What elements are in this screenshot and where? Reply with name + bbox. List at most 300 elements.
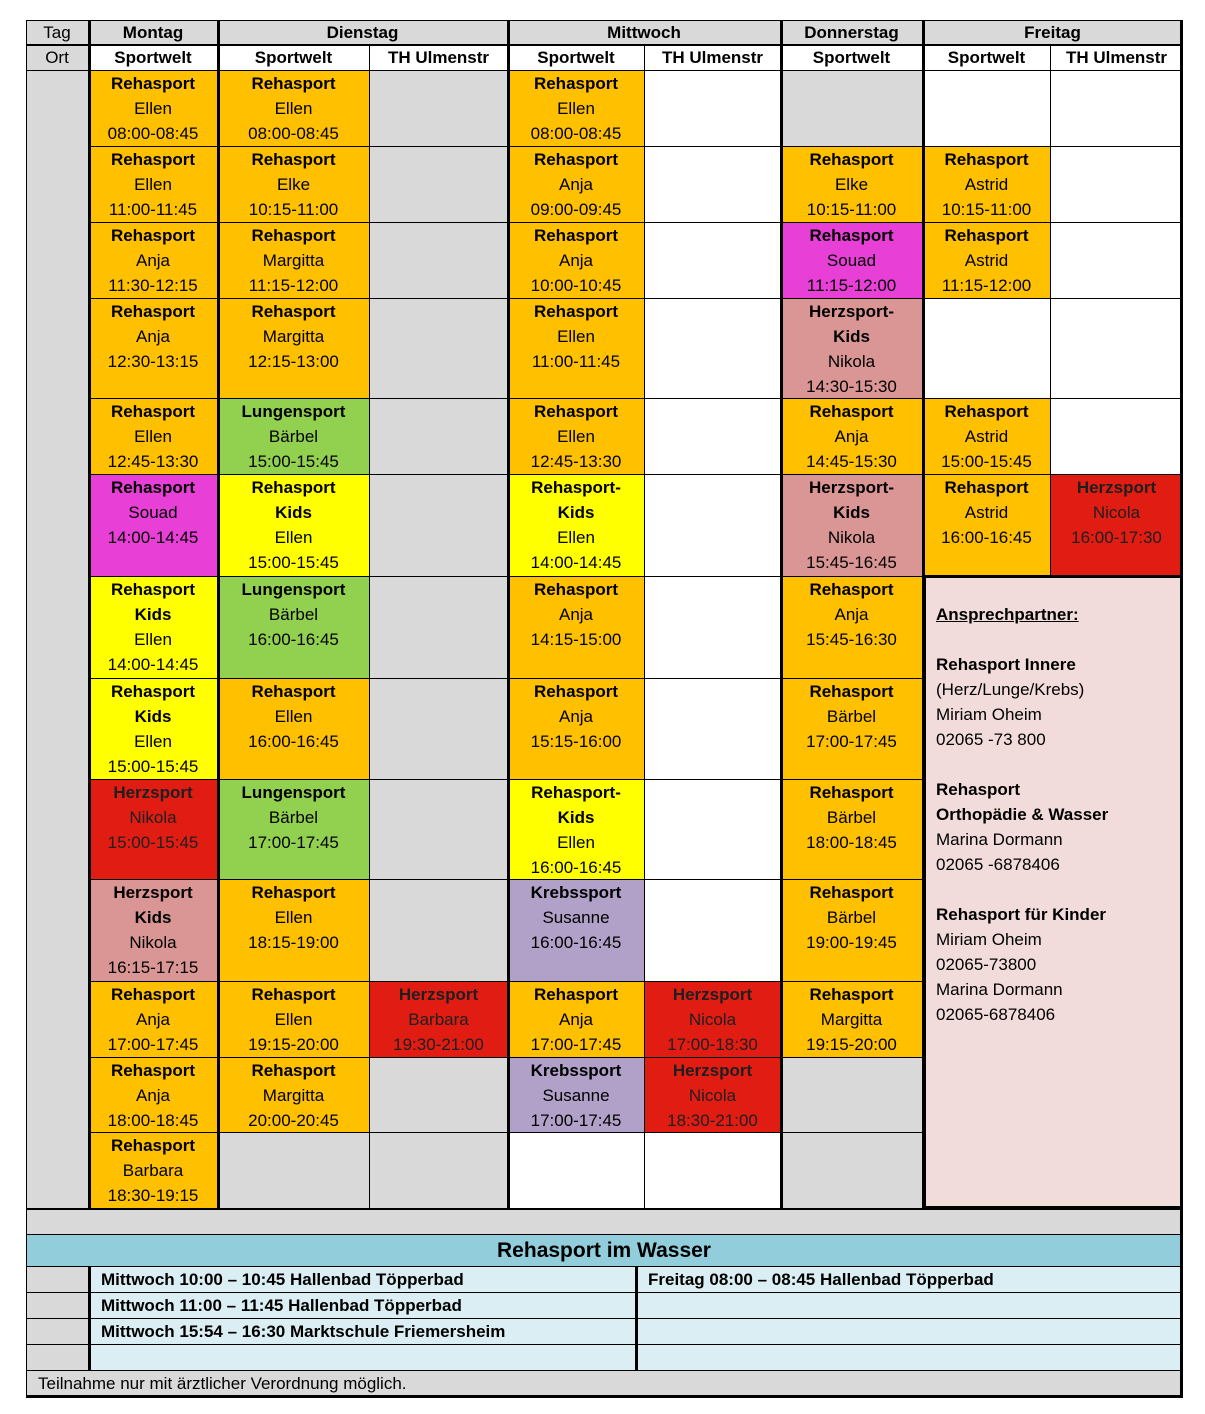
trainer-name: Ellen <box>557 327 595 346</box>
course-cell <box>218 982 370 1058</box>
water-session-left: Mittwoch 11:00 – 11:45 Hallenbad Töpperbad <box>89 1293 636 1319</box>
course-time: 14:00-14:45 <box>107 655 199 674</box>
divider <box>88 1267 91 1371</box>
course-title: Rehasport <box>944 226 1029 245</box>
course-time: 15:00-15:45 <box>248 452 339 471</box>
course-cell <box>781 299 923 399</box>
course-title: Rehasport <box>110 1136 196 1155</box>
course-title: Rehasport <box>110 682 196 701</box>
course-time: 08:00-08:45 <box>107 124 199 143</box>
course-title: Herzsport- <box>808 478 894 497</box>
course-time: 12:45-13:30 <box>530 452 622 471</box>
course-time: 16:15-17:15 <box>107 958 199 977</box>
course-title: Rehasport <box>251 74 336 93</box>
divider <box>26 1208 1183 1210</box>
course-time: 19:15-20:00 <box>248 1035 339 1054</box>
trainer-name: Margitta <box>262 251 325 270</box>
contact-box <box>923 575 1183 1209</box>
empty-cell <box>218 1133 370 1209</box>
course-time: 15:00-15:45 <box>941 452 1032 471</box>
course-title: Rehasport <box>251 150 336 169</box>
empty-cell <box>370 399 508 475</box>
water-session-left: Mittwoch 10:00 – 10:45 Hallenbad Töpperbad <box>89 1267 636 1293</box>
contact-spacer <box>936 877 1170 902</box>
course-cell <box>508 71 645 147</box>
course-cell <box>89 982 218 1058</box>
empty-cell <box>370 147 508 223</box>
course-time: 11:15-12:00 <box>941 276 1032 295</box>
course-cell <box>370 982 508 1058</box>
trainer-name: Elke <box>834 175 869 194</box>
location-header: TH Ulmenstr <box>645 45 781 71</box>
course-title: Kids <box>134 908 172 927</box>
course-title: Rehasport <box>533 580 619 599</box>
course-time: 17:00-17:45 <box>248 833 339 852</box>
course-cell <box>218 880 370 982</box>
course-title: Rehasport <box>533 302 619 321</box>
course-time: 11:00-11:45 <box>108 200 198 219</box>
course-title: Lungensport <box>241 580 346 599</box>
course-cell <box>218 299 370 399</box>
course-time: 15:15-16:00 <box>530 732 622 751</box>
trainer-name: Elke <box>276 175 311 194</box>
course-title: Rehasport <box>251 985 336 1004</box>
water-session-right <box>636 1319 1183 1345</box>
empty-cell <box>370 1133 508 1209</box>
water-section-title: Rehasport im Wasser <box>26 1235 1183 1267</box>
empty-cell <box>645 399 781 475</box>
course-title: Rehasport <box>533 150 619 169</box>
course-title: Rehasport <box>809 402 894 421</box>
trainer-name: Anja <box>558 707 594 726</box>
empty-cell <box>645 1133 781 1209</box>
course-title: Kids <box>134 605 172 624</box>
course-cell <box>508 223 645 299</box>
trainer-name: Barbara <box>408 1010 469 1029</box>
empty-cell <box>645 147 781 223</box>
course-cell <box>89 475 218 577</box>
divider <box>922 20 925 1209</box>
course-title: Rehasport <box>533 402 619 421</box>
course-title: Lungensport <box>241 402 346 421</box>
course-cell <box>508 780 645 880</box>
empty-cell <box>370 1058 508 1133</box>
course-cell <box>218 780 370 880</box>
course-title: Herzsport <box>398 985 479 1004</box>
course-title: Rehasport <box>944 478 1029 497</box>
location-header: Sportwelt <box>218 45 370 71</box>
empty-cell <box>370 299 508 399</box>
trainer-name: Margitta <box>262 327 325 346</box>
empty-cell <box>1051 399 1183 475</box>
trainer-name: Margitta <box>820 1010 883 1029</box>
course-cell <box>218 679 370 780</box>
course-cell <box>781 475 923 577</box>
course-cell <box>508 147 645 223</box>
course-time: 14:45-15:30 <box>806 452 897 471</box>
course-title: Kids <box>833 327 870 346</box>
course-title: Herzsport <box>672 985 753 1004</box>
course-cell <box>89 399 218 475</box>
contact-line: Rehasport Innere <box>936 655 1076 674</box>
empty-cell <box>370 577 508 679</box>
water-row-label <box>26 1319 89 1345</box>
trainer-name: Astrid <box>964 251 1009 270</box>
empty-cell <box>1051 147 1183 223</box>
course-cell <box>923 223 1051 299</box>
course-cell <box>781 880 923 982</box>
trainer-name: Nicola <box>688 1086 737 1105</box>
course-time: 14:30-15:30 <box>806 377 897 396</box>
contact-line: Marina Dormann <box>936 830 1063 849</box>
course-time: 12:15-13:00 <box>248 352 339 371</box>
trainer-name: Anja <box>558 251 594 270</box>
course-time: 16:00-16:45 <box>530 858 622 877</box>
empty-cell <box>1051 299 1183 399</box>
course-time: 17:00-17:45 <box>107 1035 199 1054</box>
trainer-name: Bärbel <box>268 808 319 827</box>
trainer-name: Ellen <box>274 707 313 726</box>
trainer-name: Bärbel <box>268 605 319 624</box>
course-cell <box>218 223 370 299</box>
divider <box>217 20 220 1209</box>
course-title: Rehasport <box>809 883 894 902</box>
course-time: 15:45-16:30 <box>806 630 897 649</box>
course-time: 18:00-18:45 <box>107 1111 199 1130</box>
trainer-name: Nikola <box>827 528 876 547</box>
course-cell <box>218 147 370 223</box>
trainer-name: Ellen <box>557 427 595 446</box>
course-title: Rehasport <box>533 682 619 701</box>
water-session-right <box>636 1293 1183 1319</box>
trainer-name: Ellen <box>134 630 172 649</box>
trainer-name: Ellen <box>557 833 595 852</box>
empty-cell <box>370 475 508 577</box>
contact-line: 02065-6878406 <box>936 1005 1056 1024</box>
course-time: 18:15-19:00 <box>248 933 339 952</box>
contact-line: 02065-73800 <box>936 955 1037 974</box>
course-time: 10:00-10:45 <box>530 276 622 295</box>
course-title: Rehasport <box>809 150 894 169</box>
location-header: Sportwelt <box>508 45 645 71</box>
location-header: Sportwelt <box>923 45 1051 71</box>
day-friday-header: Freitag <box>923 20 1183 45</box>
spacer-row <box>26 1209 1183 1235</box>
trainer-name: Ellen <box>134 175 172 194</box>
course-time: 11:00-11:45 <box>531 352 621 371</box>
course-cell <box>781 982 923 1058</box>
course-title: Rehasport <box>110 985 196 1004</box>
course-time: 08:00-08:45 <box>530 124 622 143</box>
empty-cell <box>1051 223 1183 299</box>
divider <box>635 1267 638 1371</box>
location-header: TH Ulmenstr <box>1051 45 1183 71</box>
course-cell <box>508 299 645 399</box>
trainer-name: Souad <box>826 251 877 270</box>
course-title: Rehasport <box>110 226 196 245</box>
course-title: Rehasport- <box>531 478 621 497</box>
course-cell <box>89 679 218 780</box>
course-title: Kids <box>833 503 870 522</box>
contact-spacer <box>936 752 1170 777</box>
water-row-label <box>26 1345 89 1371</box>
course-cell <box>89 71 218 147</box>
course-time: 18:30-21:00 <box>667 1111 758 1130</box>
water-row-label <box>26 1293 89 1319</box>
contact-line: Miriam Oheim <box>936 930 1042 949</box>
empty-cell <box>370 780 508 880</box>
course-cell <box>89 577 218 679</box>
course-cell <box>218 577 370 679</box>
empty-cell <box>645 577 781 679</box>
empty-cell <box>370 223 508 299</box>
course-cell <box>508 577 645 679</box>
course-time: 16:00-16:45 <box>530 933 622 952</box>
location-header: Sportwelt <box>89 45 218 71</box>
course-title: Herzsport <box>1076 478 1157 497</box>
day-wednesday-header: Mittwoch <box>508 20 781 45</box>
trainer-name: Bärbel <box>826 808 877 827</box>
empty-cell <box>370 71 508 147</box>
trainer-name: Anja <box>558 605 594 624</box>
course-cell <box>923 147 1051 223</box>
course-title: Kids <box>557 503 595 522</box>
trainer-name: Anja <box>558 1010 594 1029</box>
trainer-name: Susanne <box>542 908 610 927</box>
course-cell <box>89 780 218 880</box>
divider <box>88 20 91 1209</box>
trainer-name: Bärbel <box>826 908 877 927</box>
course-time: 15:00-15:45 <box>107 833 199 852</box>
course-cell <box>923 399 1051 475</box>
trainer-name: Ellen <box>557 99 595 118</box>
trainer-name: Ellen <box>557 528 595 547</box>
empty-cell <box>370 679 508 780</box>
water-session-left <box>89 1345 636 1371</box>
trainer-name: Nicola <box>688 1010 737 1029</box>
schedule-grid <box>26 20 1183 1398</box>
course-cell <box>218 71 370 147</box>
course-title: Rehasport <box>110 580 196 599</box>
water-session-right <box>636 1345 1183 1371</box>
course-cell <box>89 223 218 299</box>
course-time: 16:00-16:45 <box>941 528 1032 547</box>
water-row-label <box>26 1267 89 1293</box>
course-title: Rehasport <box>251 478 336 497</box>
course-title: Rehasport <box>251 302 336 321</box>
trainer-name: Souad <box>128 503 178 522</box>
trainer-name: Astrid <box>964 175 1009 194</box>
contact-line: Rehasport <box>936 780 1021 799</box>
course-cell <box>645 1058 781 1133</box>
course-time: 20:00-20:45 <box>248 1111 339 1130</box>
course-cell <box>508 399 645 475</box>
trainer-name: Ellen <box>134 99 172 118</box>
trainer-name: Barbara <box>122 1161 184 1180</box>
course-cell <box>781 679 923 780</box>
course-title: Rehasport <box>944 402 1029 421</box>
trainer-name: Ellen <box>274 908 313 927</box>
course-cell <box>89 147 218 223</box>
empty-cell <box>781 1133 923 1209</box>
divider <box>26 44 1183 46</box>
course-time: 12:45-13:30 <box>107 452 199 471</box>
trainer-name: Anja <box>135 251 171 270</box>
course-cell <box>1051 475 1183 577</box>
course-title: Rehasport <box>809 783 894 802</box>
course-title: Rehasport <box>251 1061 336 1080</box>
course-title: Rehasport <box>110 402 196 421</box>
course-cell <box>508 880 645 982</box>
trainer-name: Anja <box>558 175 594 194</box>
course-time: 17:00-17:45 <box>806 732 897 751</box>
course-cell <box>781 147 923 223</box>
course-cell <box>508 1058 645 1133</box>
course-cell <box>89 880 218 982</box>
empty-cell <box>923 71 1051 147</box>
trainer-name: Susanne <box>542 1086 610 1105</box>
contact-line: 02065 -6878406 <box>936 855 1060 874</box>
course-title: Rehasport <box>809 682 894 701</box>
trainer-name: Bärbel <box>826 707 877 726</box>
empty-cell <box>1051 71 1183 147</box>
course-title: Rehasport- <box>531 783 621 802</box>
trainer-name: Ellen <box>274 1010 313 1029</box>
course-title: Rehasport <box>110 74 196 93</box>
trainer-name: Anja <box>834 427 869 446</box>
trainer-name: Ellen <box>274 528 313 547</box>
course-title: Rehasport <box>110 302 196 321</box>
location-header: TH Ulmenstr <box>370 45 508 71</box>
course-title: Rehasport <box>110 478 196 497</box>
course-title: Rehasport <box>251 226 336 245</box>
course-cell <box>89 1058 218 1133</box>
course-cell <box>781 577 923 679</box>
course-title: Rehasport <box>533 985 619 1004</box>
course-cell <box>781 223 923 299</box>
course-title: Rehasport <box>251 883 336 902</box>
contact-line: Miriam Oheim <box>936 705 1042 724</box>
course-cell <box>218 399 370 475</box>
course-title: Herzsport <box>113 783 193 802</box>
empty-cell <box>923 299 1051 399</box>
contact-line: Rehasport für Kinder <box>936 905 1107 924</box>
trainer-name: Ellen <box>274 99 313 118</box>
course-title: Rehasport <box>533 74 619 93</box>
trainer-name: Anja <box>135 1086 171 1105</box>
course-title: Rehasport <box>809 985 894 1004</box>
trainer-name: Anja <box>135 327 171 346</box>
course-cell <box>508 679 645 780</box>
course-cell <box>218 475 370 577</box>
empty-cell <box>645 780 781 880</box>
divider <box>507 20 510 1209</box>
empty-cell <box>645 679 781 780</box>
course-time: 15:00-15:45 <box>248 553 339 572</box>
course-time: 19:15-20:00 <box>806 1035 897 1054</box>
course-time: 17:00-17:45 <box>530 1035 622 1054</box>
course-time: 16:00-16:45 <box>248 732 339 751</box>
course-cell <box>923 475 1051 577</box>
trainer-name: Astrid <box>964 503 1009 522</box>
course-time: 09:00-09:45 <box>530 200 622 219</box>
trainer-name: Ellen <box>134 427 172 446</box>
empty-cell <box>645 880 781 982</box>
course-time: 14:15-15:00 <box>530 630 622 649</box>
course-time: 11:15-12:00 <box>806 276 897 295</box>
course-title: Herzsport <box>113 883 193 902</box>
trainer-name: Bärbel <box>268 427 319 446</box>
water-session-right: Freitag 08:00 – 08:45 Hallenbad Töpperbad <box>636 1267 1183 1293</box>
course-time: 10:15-11:00 <box>248 200 339 219</box>
course-cell <box>508 982 645 1058</box>
course-time: 18:00-18:45 <box>806 833 897 852</box>
empty-cell <box>781 1058 923 1133</box>
course-title: Rehasport <box>533 226 619 245</box>
contact-heading: Ansprechpartner: <box>936 605 1079 624</box>
course-time: 11:15-12:00 <box>248 276 339 295</box>
course-title: Rehasport <box>251 682 336 701</box>
course-title: Krebssport <box>530 1061 622 1080</box>
course-cell <box>645 982 781 1058</box>
course-title: Herzsport <box>672 1061 753 1080</box>
divider <box>780 20 783 1209</box>
trainer-name: Ellen <box>134 732 172 751</box>
contact-line: (Herz/Lunge/Krebs) <box>936 680 1085 699</box>
course-time: 15:00-15:45 <box>107 757 199 776</box>
trainer-name: Nicola <box>1092 503 1141 522</box>
course-time: 14:00-14:45 <box>107 528 199 547</box>
course-title: Rehasport <box>110 150 196 169</box>
course-cell <box>781 780 923 880</box>
day-thursday-header: Donnerstag <box>781 20 923 45</box>
contact-line: Marina Dormann <box>936 980 1063 999</box>
empty-cell <box>645 299 781 399</box>
course-title: Krebssport <box>530 883 622 902</box>
location-header: Sportwelt <box>781 45 923 71</box>
footer-note: Teilnahme nur mit ärztlicher Verordnung möglich. <box>26 1371 1183 1398</box>
trainer-name: Nikola <box>129 933 177 952</box>
trainer-name: Astrid <box>964 427 1009 446</box>
course-time: 11:30-12:15 <box>108 276 198 295</box>
empty-cell <box>645 223 781 299</box>
course-title: Rehasport <box>809 226 894 245</box>
course-time: 16:00-16:45 <box>248 630 339 649</box>
row-label-column <box>26 71 89 1209</box>
empty-cell <box>508 1133 645 1209</box>
day-monday-header: Montag <box>89 20 218 45</box>
course-time: 14:00-14:45 <box>530 553 622 572</box>
course-time: 10:15-11:00 <box>941 200 1032 219</box>
course-title: Lungensport <box>241 783 346 802</box>
contact-line: 02065 -73 800 <box>936 730 1046 749</box>
trainer-name: Nikola <box>129 808 177 827</box>
course-time: 08:00-08:45 <box>248 124 339 143</box>
empty-cell <box>645 71 781 147</box>
course-time: 17:00-18:30 <box>667 1035 758 1054</box>
course-time: 19:00-19:45 <box>806 933 897 952</box>
trainer-name: Anja <box>834 605 869 624</box>
day-tuesday-header: Dienstag <box>218 20 508 45</box>
trainer-name: Anja <box>135 1010 171 1029</box>
course-title: Kids <box>275 503 312 522</box>
course-title: Rehasport <box>944 150 1029 169</box>
course-time: 10:15-11:00 <box>806 200 897 219</box>
course-time: 12:30-13:15 <box>107 352 199 371</box>
course-title: Rehasport <box>809 580 894 599</box>
course-cell <box>89 1133 218 1209</box>
course-title: Rehasport <box>110 1061 196 1080</box>
